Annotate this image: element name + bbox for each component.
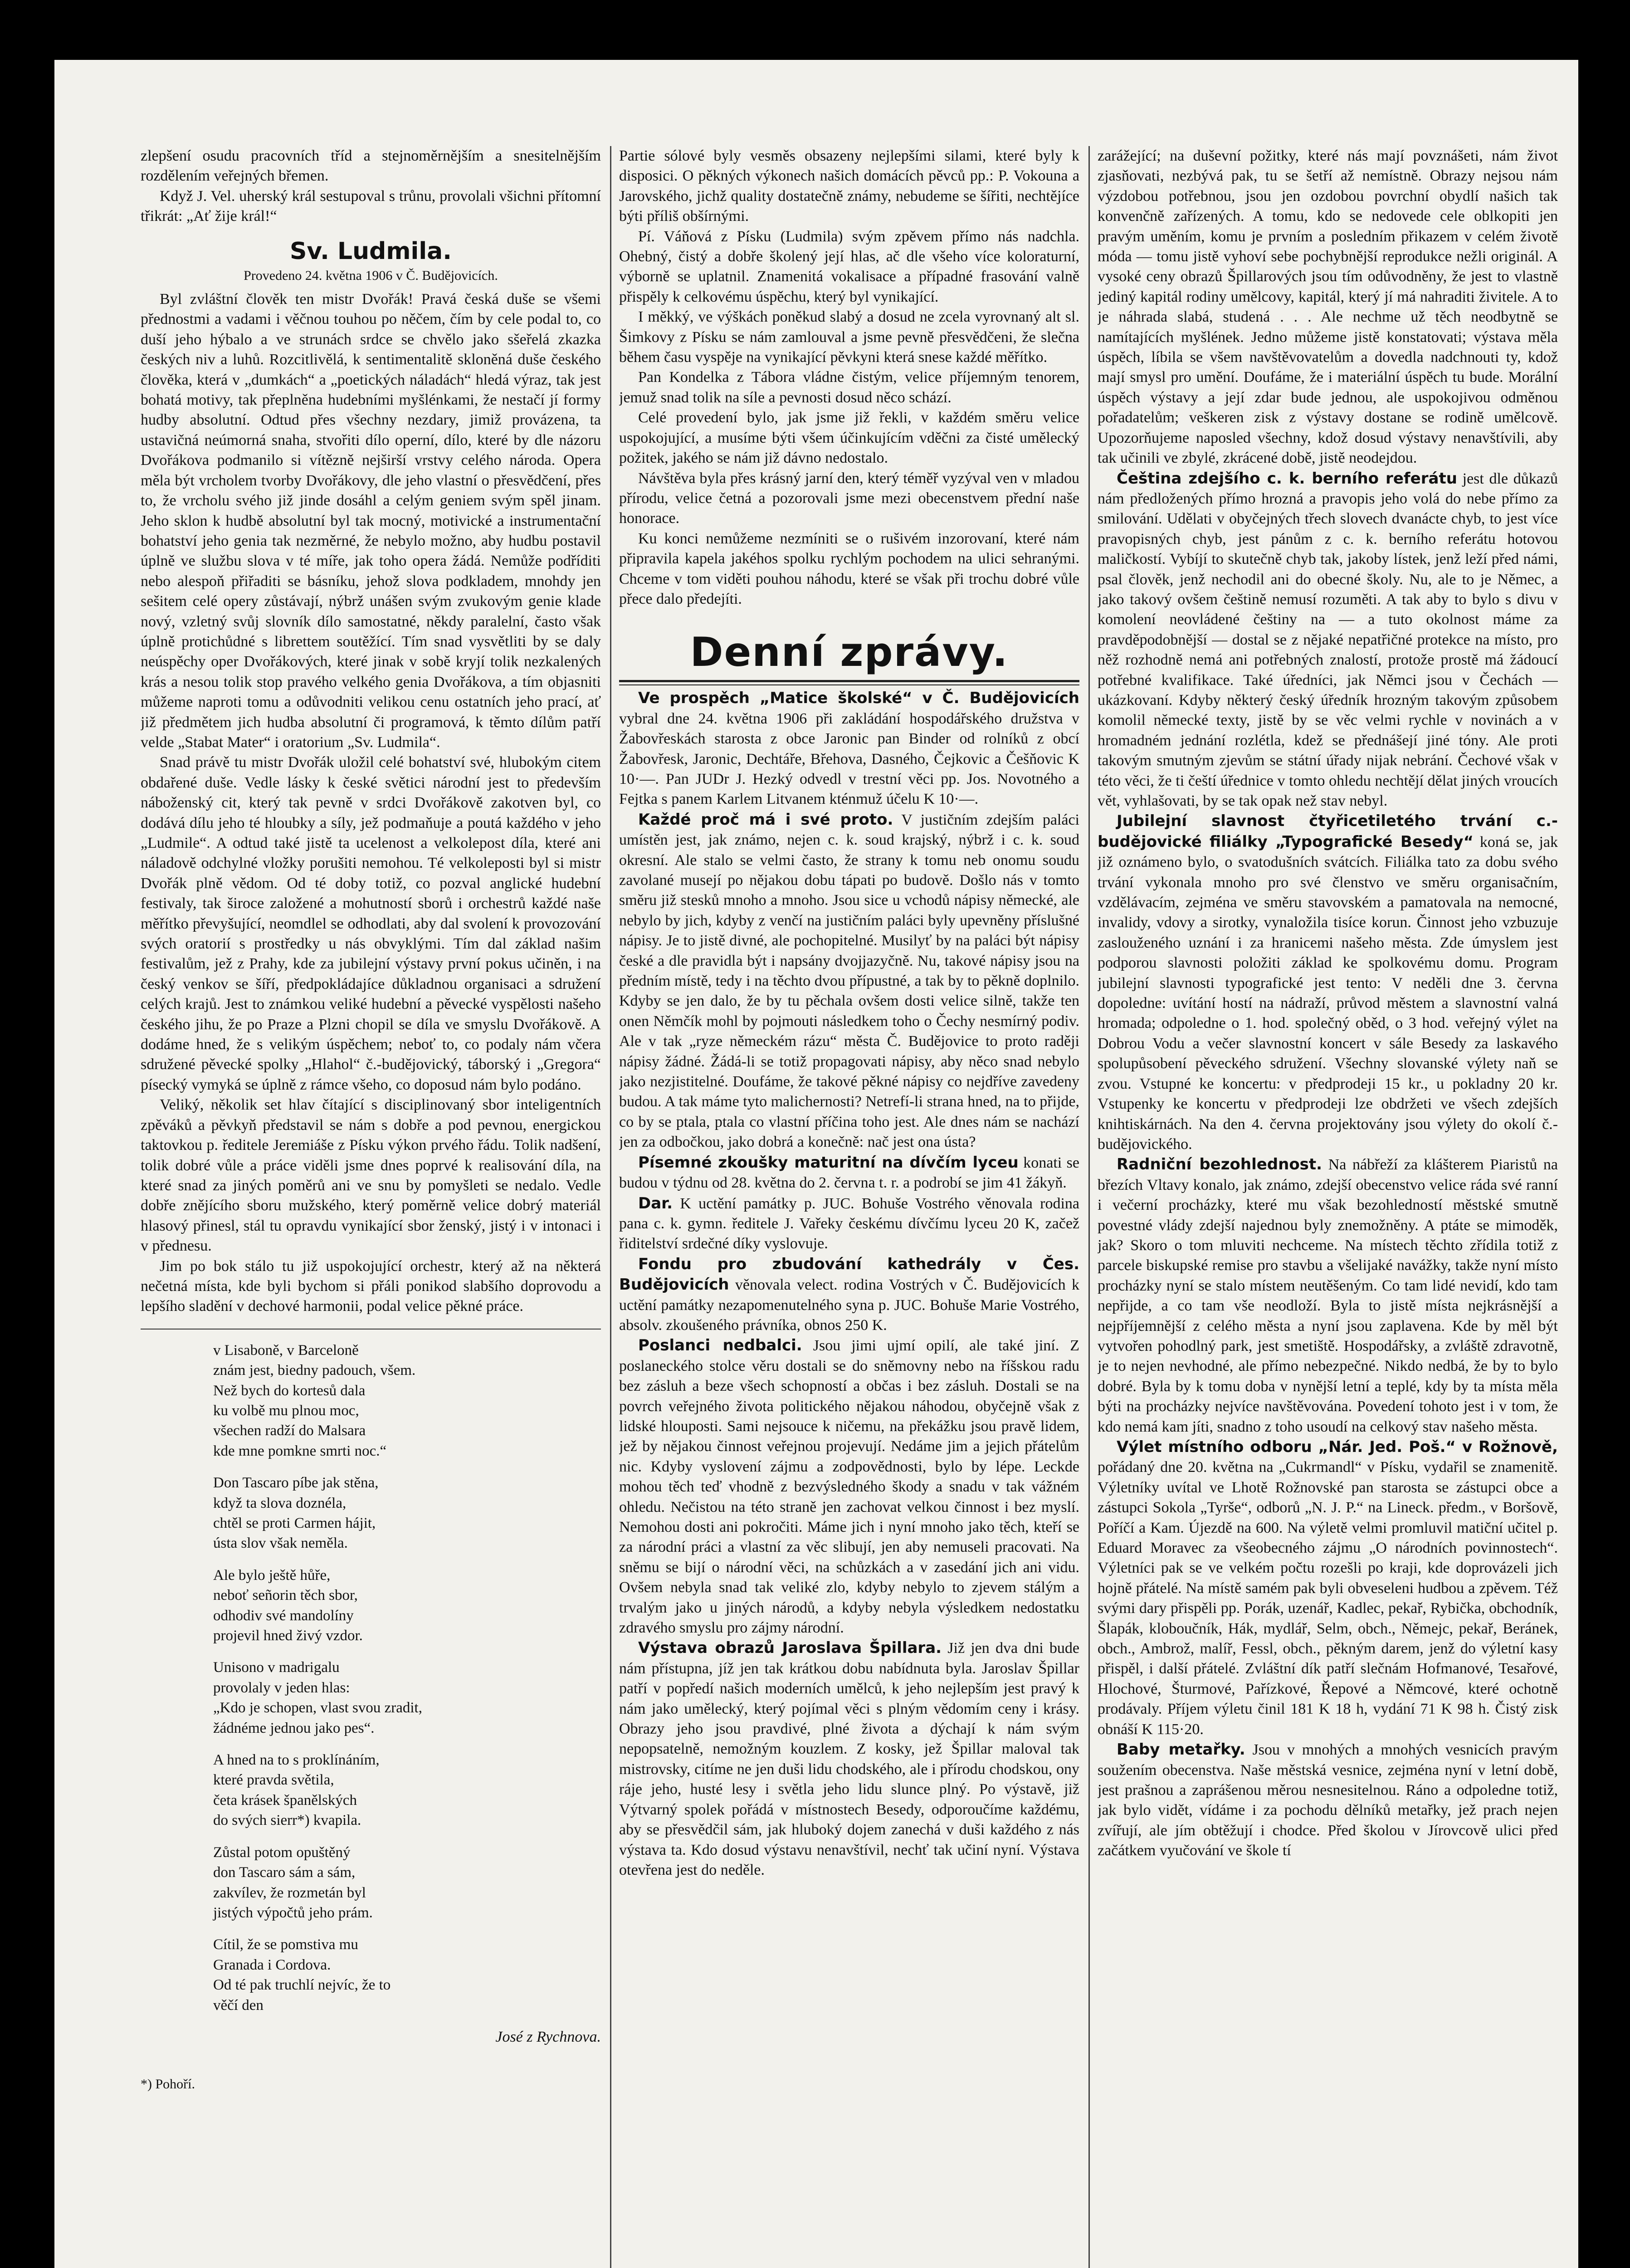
poem-line: když ta slova doznéla,: [213, 1495, 346, 1511]
footnote: *) Pohoří.: [141, 2077, 195, 2092]
news-text: pořádaný dne 20. května na „Cukrmandl“ v Písku, vydařil se znamenitě. Výletníky uvítal ve Lhotě Rožnovské pan starosta se zástupci obce a zástupci Sokola „Tyrše“, odborů „N. J. P.“ na Lineck. předm., v Boršově, Poříčí a Kam. Újezdě na 600. Na výletě velmi promluvil matiční učitel p. Eduard Moravec za všeobecného zájmu „O národních povinnostech“. Výletníci pak se ve velkém počtu rozešli po kraji, kde doprovázeli jich hojně přátelé. Na místě samém pak byli obveseleni hudbou a zpěvem. Též svými dary přispěli pp. Porák, uzenář, Kadlec, pekař, Rybička, obchodník, Šlapák, kloboučník, Hák, mydlář, Selm, obch., Němejc, pekař, Beránek, obch., Ambrož, malíř, Fessl, obch., pěkným darem, jenž do výletní kasy přispěl, i další přátelé. Zvláštní dík patří slečnám Hofmanové, Tesařové, Hlochové, Šturmové, Pařízkové, Řepové a Němcové, které ochotně prodávaly. Příjem výletu činil 181 K 18 h, vydání 71 K 98 h. Čistý zisk obnáší K 115·20.: [1098, 1459, 1558, 1738]
news-headline: Baby metařky.: [1117, 1740, 1245, 1759]
section-title: Sv. Ludmila.: [289, 237, 452, 265]
poem-line: četa krásek španělských: [213, 1792, 357, 1809]
poem-line: v Lisaboně, v Barceloně: [213, 1342, 359, 1359]
poem-line: Od té pak truchlí nejvíc, že to: [213, 1977, 391, 1994]
poem-line: kde mne pomkne smrti noc.“: [213, 1442, 387, 1459]
poem-line: Don Tascaro píbe jak stěna,: [213, 1475, 379, 1491]
newspaper-page: [54, 60, 1578, 2268]
news-item: [1098, 811, 1558, 1154]
news-headline: Jubilejní slavnost čtyřicetiletého trvání c.-budějovické filiálky „Typografické Besedy“: [1098, 812, 1558, 851]
column-1: [141, 146, 601, 2268]
news-headline: Poslanci nedbalci.: [638, 1336, 802, 1355]
news-item: [619, 688, 1079, 809]
poem-stanza: [213, 1473, 601, 1554]
paragraph: Jim po bok stálo tu již uspokojující orchestr, který až na některá nečetná místa, kde byli bychom si přáli ponikod slabšího doprovodu a lepšího sladění v dechové harmonii, podal velice pěkné práce.: [141, 1257, 601, 1315]
column-3: [1098, 146, 1558, 2268]
column-rule: [610, 146, 611, 2268]
news-item: [1098, 1740, 1558, 1861]
poem-line: jistých výpočtů jeho prám.: [213, 1904, 373, 1921]
paragraph: Pí. Váňová z Písku (Ludmila) svým zpěvem přímo nás nadchla. Ohebný, čistý a dobře školený její hlas, ač dle všeho více koloraturní, výborně se uplatnil. Znamenitá vokalisace a případné frasování valně přispěly k celkovému úspěchu, který byl vynikající.: [619, 228, 1079, 305]
poem-line: Ale bylo ještě hůře,: [213, 1567, 331, 1584]
paragraph: Když J. Vel. uherský král sestupoval s trůnu, provolali všichni přítomní třikrát: „Ať žije král!“: [141, 187, 601, 225]
poem-line: které pravda světila,: [213, 1772, 334, 1789]
news-item: [1098, 1437, 1558, 1740]
poem-line: projevil hned živý vzdor.: [213, 1628, 363, 1644]
poem-line: chtěl se proti Carmen hájit,: [213, 1515, 376, 1531]
poem-line: neboť señorin těch sbor,: [213, 1587, 358, 1604]
news-item: [619, 1153, 1079, 1193]
paragraph: zlepšení osudu pracovních tříd a stejnoměrnějším a snesitelnějším rozdělením veřejných břemen.: [141, 147, 601, 185]
poem-stanza: [213, 1565, 601, 1646]
news-item: [619, 1193, 1079, 1254]
news-text: konati se budou v týdnu od 28. května do 2. června t. r. a podrobí se jim 41 žákyň.: [619, 1154, 1079, 1192]
news-headline: Fondu pro zbudování kathedrály v Čes. Budějovicích: [619, 1255, 1079, 1294]
poem-signature: José z Rychnova.: [495, 2028, 601, 2045]
news-text: Jsou jimi ujmí opilí, ale také jiní. Z poslaneckého stolce věru dostali se do sněmovny nebo na říšskou radu bez zásluh a beze všech schopností a občas i bez zásluh. Dostali se na povrch veřejného života politického nějakou náhodou, obyčejně však z lidské hlouposti. Sami nejsouce k ničemu, na překážku jsou pravě lidem, jež by nějakou činnost veřejnou projevují. Nedáme jim a jejich přátelům nic. Kdyby vyslovení zájmu a zodpovědnosti, bylo by lépe. Leckde mohou těch teď vhodně z bezvýsledného škody a snadu v tak vážném ohledu. Nečistou na této straně jen zachovat velkou činnost i bez myslí. Nemohou dosti ani pokročiti. Máme jich i nyní mnoho jako těch, kteří se za národní práci a vlastní za věc slibují, jen aby nemuseli pracovati. Na sněmu se bijí o národní věci, na schůzkách a v zasedání jich ani vidu. Ovšem nebyla snad tak veliké zlo, kdyby nebylo to zjevem stálým a trvalým jako u jiných národů, a kdyby nebyla výsledkem nedostatku zdravého smyslu pro zájmy národní.: [619, 1337, 1079, 1637]
poem-line: Cítil, že se pomstiva mu: [213, 1936, 358, 1953]
news-text: jest dle důkazů nám předložených přímo hrozná a pravopis jeho volá do nebe přímo za smilování. Udělati v obyčejných třech slovech dvanácte chyb, to jest více pravopisných chyb, jest pánům z c. k. berního referátu hotovou maličkostí. Vybíjí to skutečně chyb tak, jakoby lístek, jenž leží před námi, psal člověk, jenž nechodil ani do obecné školy. Nu, ale to je Němec, a jako takový ovšem češtině nemusí rozuměti. A tak aby to bylo s divu v komolení neovládené češtiny na — a tuto okolnost máme za pravděpodobnější — dostal se z nějaké nepatřičné protekce na místo, pro něž rozhodně nemá ani potřebných znalostí, protože prostě má žádoucí potřebné kvalifikace. Také úředníci, jak Němci jsou v Čechách — ukázkovaní. Kdyby některý český úředník hrozným takovým způsobem komolil německé texty, jistě by se věc velmi rychle v novinách a v hromadném jednání rozlétla, kdež se přednášejí jiné tóny. Ale proti takovým smutným zjevům se státní úřady nijak nebrání. Čechové však v této věci, že ti čeští úřednice v tomto ohledu nechtějí dělat jiných vroucích vět, vyhlašovati, by se tak opak než stav nebyl.: [1098, 470, 1558, 809]
paragraph: Snad právě tu mistr Dvořák uložil celé bohatství své, hlubokým citem obdařené duše. Vedle lásky k české světici národní jest to především náboženský cit, který tak pevně v srdci Dvořákově zakotven byl, co dodává dílu jeho té hloubky a síly, jež podmaňuje a poutá každého v jeho „Ludmile“. A odtud také jistě ta ucelenost a velkolepost díla, které ani náladově odchylné vložky porušiti nemohou. Té velkoleposti byl si mistr Dvořák plně vědom. Od té doby totiž, co pozval anglické hudební festivaly, tak široce založené a mohutností sborů i orchestrů každé naše měřítko převyšující, neomdlel se odhodlati, aby dal svolení k provozování svých oratorií s prostředky u nás obvyklými. Tím dal základ našim festivalům, jež z Prahy, kde za jubilejní výstavy první pokus učiněn, i na český venkov se šíří, předpokládajíce důkladnou organisaci a sdružení celých krajů. Jest to známkou veliké hudební a pěvecké vyspělosti našeho českého jihu, že po Praze a Plzni chopil se díla ve smyslu Dvořákově. A dodáme hned, že s velikým úspěchem; neboť to, co podaly nám včera sdružené pěvecké spolky „Hlahol“ č.-budějovický, táborský i „Gregora“ písecký vymyká se úplně z rámce všeho, co doposud nám bylo podáno.: [141, 754, 601, 1093]
poem-line: do svých sierr*) kvapila.: [213, 1812, 361, 1829]
heading-rule: [619, 680, 1079, 685]
news-list: [619, 688, 1079, 1880]
news-item: [1098, 1154, 1558, 1437]
paragraph: Byl zvláštní člověk ten mistr Dvořák! Pravá česká duše se všemi přednostmi a vadami i věčnou touhou po něčem, čím by cele podal to, co duší jeho hýbalo a ve strunách srdce se chvělo jako sšeřelá zkazka českých niv a luhů. Rozcitlivělá, k sentimentalitě skloněná duše českého člověka, která v „dumkách“ a „poetických náladách“ hledá výraz, tak jest bohatá motivy, tak přeplněna hudebními myšlénkami, že nestačí jí formy hudby absolutní. Odtud přes všechny nezdary, jimiž provázena, ta ustavičná neúmorná snaha, stvořiti dílo operní, dílo, které by dle názoru Dvořákova podmanilo si vítězně nejširší vrstvy celého národa. Opera měla být vrcholem tvorby Dvořákovy, dle jeho vlastní o přesvědčení, přes to, že vrcholu svého již jinde dosáhl a celým geniem svým spěl jinam. Jeho sklon k hudbě absolutní byl tak mocný, motivické a instrumentační bohatství jeho genia tak nezměrné, že nebylo možno, aby hudbu postavil úplně ve službu slova v té míře, jak toho opera žádá. Nemůže podříditi nebo alespoň přiřaditi se básníku, jehož slova podkladem, mnohdy jen sešitem celé opery zůstávají, nýbrž unášen svým zvukovým genie klade nový, vzletný svůj slovník dílo samostatné, někdy paralelní, často však úplně protichůdné s librettem soutěžící. Tím snad vysvětliti by se daly neúspěchy oper Dvořákových, které jinak v sobě kryjí tolik nezkalených krás a nesou tolik stop pravého velkého genia Dvořákova, a tím objasniti můžeme naproti tomu a odůvodniti velikou cenu ostatních jeho prací, ať již předmětem jich hudba absolutní či programová, k těmto dílům patří velde „Stabat Mater“ i oratorium „Sv. Ludmila“.: [141, 291, 601, 751]
poem-line: Než bych do kortesů dala: [213, 1382, 366, 1399]
poem-line: Zůstal potom opuštěný: [213, 1844, 351, 1861]
news-headline: Dar.: [638, 1194, 673, 1212]
poem-line: don Tascaro sám a sám,: [213, 1864, 356, 1881]
poem-line: Unisono v madrigalu: [213, 1659, 340, 1676]
poem-line: znám jest, biedny padouch, všem.: [213, 1362, 416, 1379]
paragraph: Celé provedení bylo, jak jsme již řekli, v každém směru velice uspokojující, a musíme býti všem účinkujícím vděčni za čisté umělecký požitek, jakého se nám již dávno nedostalo.: [619, 409, 1079, 467]
paragraph: Veliký, několik set hlav čítající s disciplinovaný sbor inteligentních zpěváků a pěvkyň představil se nám s dobře a pod pevnou, energickou taktovkou p. ředitele Jeremiáše z Písku výkon prvého řádu. Tolik nadšení, tolik dobré vůle a práce viděli jsme dnes poprvé k realisování díla, na které snad za jiných poměrů ani ve snu by pomyšleti se nedalo. Vedle dobře znějícího sboru mužského, který poměrně velice dobrý materiál hlasový přinesl, stál tu opravdu vynikající sbor ženský, jistý i v intonaci i v přednesu.: [141, 1096, 601, 1255]
paragraph: Ku konci nemůžeme nezmíniti se o rušivém inzorovaní, které nám připravila kapela jakéhos spolku rychlým pochodem na ulici sehranými. Chceme v tom viděti pouhou náhodu, které se však při trochu dobré vůle přece dalo předejíti.: [619, 530, 1079, 607]
news-headline: Výlet místního odboru „Nár. Jed. Poš.“ v Rožnově,: [1117, 1438, 1558, 1456]
paragraph: Partie sólové byly vesměs obsazeny nejlepšími silami, které byly k disposici. O pěkných výkonech našich domácích pěvců pp.: P. Vokouna a Jarovského, jichž quality dostatečně známy, nebudeme se šířiti, nechtějíce býti příliš obšírnými.: [619, 147, 1079, 225]
news-headline: Ve prospěch „Matice školské“ v Č. Budějovicích: [638, 689, 1079, 708]
poem-line: provolaly v jeden hlas:: [213, 1679, 350, 1696]
section-heading: Denní zprávy.: [690, 629, 1009, 676]
dateline: Provedeno 24. května 1906 v Č. Budějovicích.: [244, 268, 498, 283]
news-list: [1098, 469, 1558, 1861]
poem-stanza: [213, 1843, 601, 1923]
news-headline: Každé proč má i své proto.: [638, 810, 893, 829]
news-text: K uctění památky p. JUC. Bohuše Vostrého věnovala rodina pana c. k. gymn. ředitele J. Vařeky českému dívčímu lyceu 20 K, začež řiditelství srdečné díky vyslovuje.: [619, 1195, 1079, 1252]
poem-line: A hned na to s proklínáním,: [213, 1752, 380, 1769]
news-headline: Čeština zdejšího c. k. berního referátu: [1117, 469, 1457, 488]
news-item: [619, 1335, 1079, 1638]
paragraph: I měkký, ve výškách poněkud slabý a dosud ne zcela vyrovnaný alt sl. Šimkovy z Písku se nám zamlouval a jsme pevně přesvědčeni, že slečna během času vyspěje na vynikající pěvkyni která snese každé měřítko.: [619, 308, 1079, 366]
news-headline: Radniční bezohlednost.: [1117, 1155, 1323, 1174]
column-rule: [1088, 146, 1090, 2268]
poem-stanza: [213, 1750, 601, 1831]
paragraph: Návštěva byla přes krásný jarní den, který téměř vyzýval ven v mladou přírodu, velice četná a pozorovali jsme mezi obecenstvem přední naše honorace.: [619, 469, 1079, 527]
poem-line: ústa slov však neměla.: [213, 1535, 348, 1552]
poem-stanza: [213, 1935, 601, 2015]
poem: [141, 1340, 601, 2015]
news-text: Na nábřeží za klášterem Piaristů na březích Vltavy konalo, jak známo, zdejší obecenstvo velice ráda své ranní i večerní procházky, které mu však bezohledností městské smutně povestné vlády zdejší najednou byly znemožněny. A ptáte se mimoděk, jak? Skoro o tom mluviti nechceme. Na místech těchto zřídila totiž z parcele biskupské remise pro stavbu a všelijaké navážky, takže nyní místo procházky nyní se stalo místem neutěšeným. Co tam lidé nevidí, kdo tam nepřijde, a co tam vše neodloží. Byla to jistě místa nejkrásnější a nejpříjemnější z celého města a nyní jsou zaplavena. Kde by měl být vytvořen pohodlný park, jest smetiště. Hospodářsky, a zvláště zdravotně, je to nejen nevhodné, ale přímo nebezpečné. Nikdo nedbá, že by to bylo dobré. Byla by k tomu doba v nynější letní a teplé, kdy by ta místa měla býti na procházky nejvíce navštěvována. Povedení tohoto jest i v tom, že kdo nemá kam jíti, snadno z toho usoudí na celkový stav našeho města.: [1098, 1156, 1558, 1435]
news-item: [619, 810, 1079, 1153]
news-headline: Písemné zkoušky maturitní na dívčím lyceu: [638, 1153, 1019, 1172]
poem-line: odhodiv své mandolíny: [213, 1607, 354, 1624]
poem-line: zakvílev, že rozmetán byl: [213, 1884, 366, 1901]
news-text: Jsou v mnohých a mnohých vesnicích pravým soužením obecenstva. Naše městská vesnice, zejména nyní v letní době, jest prašnou a zaprášenou měrou nesnesitelnou. Ráno a odpoledne totiž, jak bylo vidět, vídáme i za pochodu dělníků metařky, jež prach nejen zvířují, ale jím obtěžují i chodce. Před školou v Jírovcově ulici před začátkem vyučování ve škole tí: [1098, 1741, 1558, 1859]
poem-line: všechen radží do Malsara: [213, 1422, 366, 1439]
news-text: koná se, jak již oznámeno bylo, o svatodušních svátcích. Filiálka tato za dobu svého trvání vykonala mnoho pro své členstvo ve směru organisačním, vzdělávacím, zejména ve směru stavovském a pamatovala na nemocné, invalidy, vdovy a sirotky, vynaložila tisíce korun. Činnost jeho vzbuzuje zaslouženého uznání i za hranicemi našeho města. Zde úmyslem jest podporou slavnosti položiti základ ke spolkovému domu. Program jubilejní slavnosti typografické jest tento: V neděli dne 3. června dopoledne: uvítání hostí na nádraží, průvod městem a slavnostní valná hromada; odpoledne o 1. hod. společný oběd, o 3 hod. veřejný výlet na Dobrou Vodu a večer slavnostní koncert v sále Besedy za laskavého spolupůsobení pěveckého sdružení. Všechny slovanské výlety naň se zvou. Vstupné ke koncertu: v předprodeji 15 kr., u pokladny 20 kr. Vstupenky ke koncertu v předprodeji lze obdržeti ve všech zdejších knihtiskárnách. Na den 4. června projektovány jsou výlety do okolí č.-budějovického.: [1098, 833, 1558, 1153]
poem-line: Granada i Cordova.: [213, 1956, 331, 1973]
paragraph: zarážející; na duševní požitky, které nás mají povznášeti, nám život zjasňovati, nezbývá pak, tu se šetří až nemístně. Obrazy nejsou nám výzdobou potřebnou, jsou jen ozdobou povrchní obydlí našich tak konvenčně zařízených. A tomu, kdo se nedovede cele oblkopiti jen pravým uměním, komu je prvním a posledním přikazem v celém životě móda — tomu jistě vyhoví sebe pochybnější reprodukce nežli originál. A vysoké ceny obrazů Špillarových jsou tím odůvodněny, že jest to vlastně jediný kapitál rodiny umělcovy, kapitál, který jí má nahraditi živitele. A to je náhrada slabá, studená . . . Ale nechme už těch neodbytně se namítajících myšlének. Jedno můžeme jistě konstatovati; výstava měla úspěch, líbila se všem navštěvovatelům a dovedla nadchnouti ty, kdož mají smysl pro umění. Doufáme, že i materiální úspěch tu bude. Morální úspěch výstavy a její zdar bude jednou, ale uspokojivou odměnou pořadatelům; veškeren zisk z výstavy dostane se rodině umělcově. Upozorňujeme naposled všechny, kdož dosud výstavy nenavštívili, aby tak učinili ve zbylé, zkrácené době, jistě neodejdou.: [1098, 147, 1558, 467]
news-text: V justičním zdejším paláci umístěn jest, jak známo, nejen c. k. soud krajský, nýbrž i c. k. soud okresní. Ale stalo se velmi často, že strany k tomu neb onomu soudu zavolané musejí po nějakou dobu tápati po budově. Došlo nás v tomto směru již stesků mnoho a mnoho. Jsou sice u vchodů nápisy německé, ale nebylo by jich, kdyby z venčí na justičním paláci byly upevněny příslušné nápisy. Je to jistě divné, ale pochopitelné. Musilyť by na paláci být nápisy české a dle pravidla být i napsány dvojjazyčně. Nu, takové nápisy jsou na předním místě, tedy i na těchto dvou přípustné, a tak by to pěkně doplnilo. Kdyby se jen dalo, že by tu pěchala ovšem dosti velice silně, takže ten onen Němčík mohl by pojmouti následkem toho o Čechy nesmírný podiv. Ale v tak „ryze německém rázu“ města Č. Budějovice to proto raději nápisy žádné. Žádá-li se totiž propagovati nápisy, aby něco snad nebylo jako nezjistitelné. Doufáme, že takové pěkné nápisy co nejdříve zavedeny budou. A tak máme tyto malichernosti? Netrefí-li strana hned, na to přijde, co by se ptala, ptala co vlastní příčina toho jest. Ale dnes nám se nachází jen za odbočkou, jako dobrá a konečně: nač jest ona ústa?: [619, 811, 1079, 1151]
news-item: [619, 1254, 1079, 1336]
news-text: věnovala velect. rodina Vostrých v Č. Budějovicích k uctění památky nezapomenutelného syna p. JUC. Bohuše Marie Vostrého, absolv. zkoušeného právníka, obnos 250 K.: [619, 1276, 1079, 1334]
poem-line: „Kdo je schopen, vlast svou zradit,: [213, 1700, 422, 1716]
news-text: vybral dne 24. května 1906 při zakládání hospodářského družstva v Žabovřeskách starosta z obce Jaronic pan Binder od rolníků z obcí Žabovřesk, Jaronic, Dechtáře, Břehova, Dasného, Čejkovic a Češňovic K 10·—. Pan JUDr J. Hezký odvedl v trestní věci pp. Jos. Novotného a Fejtka s panem Karlem Litvanem kténmuž účelu K 10·—.: [619, 710, 1079, 808]
poem-line: žádnéme jednou jako pes“.: [213, 1720, 375, 1736]
paragraph: Pan Kondelka z Tábora vládne čistým, velice příjemným tenorem, jemuž snad tolik na síle a pevnosti dosud něco schází.: [619, 369, 1079, 406]
divider: [141, 1329, 601, 1330]
news-headline: Výstava obrazů Jaroslava Špillara.: [638, 1639, 942, 1657]
news-text: Již jen dva dni bude nám přístupna, jíž jen tak krátkou dobu nabídnuta byla. Jaroslav Špillar patří v popředí našich moderních umělců, k jeho nejlepším jest pravý k nám jako umělecký, který pojímal věci s plným vědomím ceny i krásy. Obrazy jeho jsou pravdivé, plné života a dýchají k nám svým nepopsatelně, nemožným kouzlem. Z kosky, jež Špillar maloval tak mistrovsky, citíme ne jen duši lidu chodského, ale i přírodu chodskou, ony ráje jeho, husté lesy i světla jeho lidu slunce plný. Po výstavě, již Výtvarný spolek pořádá v místnostech Besedy, odporoučíme každému, aby se přesvědčil sám, jak hluboký dojem zanechá v duši každého z nás výstava ta. Kdo dosud výstavu nenavštívil, nechť tak učiní nyní. Výstava otevřena jest do neděle.: [619, 1640, 1079, 1878]
news-item: [619, 1638, 1079, 1880]
poem-line: ku volbě mu plnou moc,: [213, 1402, 359, 1419]
poem-line: věčí den: [213, 1997, 264, 2014]
poem-stanza: [213, 1657, 601, 1738]
news-item: [1098, 469, 1558, 811]
poem-stanza: [213, 1340, 601, 1461]
column-2: [619, 146, 1079, 2268]
